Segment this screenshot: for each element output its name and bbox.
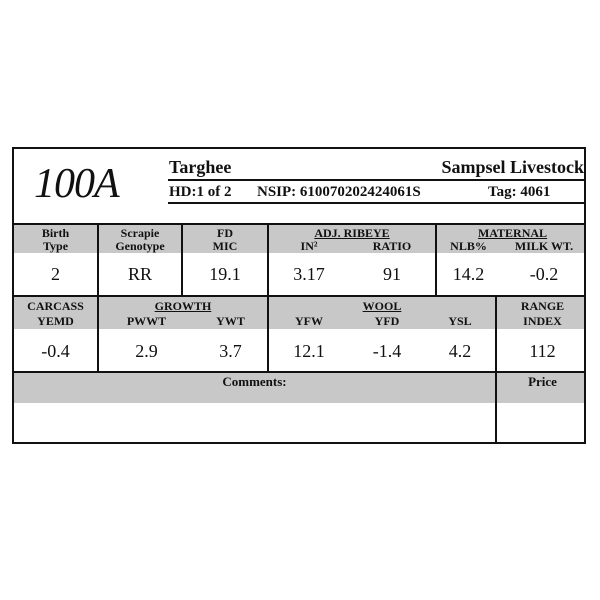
- breed-name: Targhee: [169, 157, 232, 177]
- ribeye-ratio-value: 91: [383, 264, 401, 284]
- price-area: [497, 403, 586, 444]
- nlb-value: 14.2: [452, 264, 485, 284]
- pwwt-label: PWWT: [126, 314, 167, 328]
- comments-label: Comments:: [222, 374, 287, 389]
- scrapie-label-2: Genotype: [115, 239, 165, 253]
- ysl-label: YSL: [448, 314, 472, 328]
- pwwt-value: 2.9: [135, 341, 158, 361]
- row1-divider-4: [435, 225, 437, 297]
- row2-divider-3: [495, 297, 497, 371]
- lot-card: [12, 147, 586, 444]
- growth-group-label: GROWTH: [154, 299, 212, 313]
- header-divider-line: [168, 179, 586, 181]
- yfw-value: 12.1: [293, 341, 325, 361]
- range-index-label-2: INDEX: [523, 314, 562, 328]
- price-label: Price: [528, 374, 557, 389]
- nsip-id: NSIP: 610070202424061S: [257, 184, 421, 200]
- birth-type-label-2: Type: [42, 239, 69, 253]
- yfw-label: YFW: [295, 314, 323, 328]
- range-index-value: 112: [529, 341, 556, 361]
- nlb-label: NLB%: [450, 239, 487, 253]
- consignor-name: Sampsel Livestock: [441, 157, 584, 177]
- ywt-label: YWT: [216, 314, 245, 328]
- milk-wt-label: MILK WT.: [514, 239, 574, 253]
- carcass-value: -0.4: [41, 341, 70, 361]
- lot-number: 100A: [34, 161, 119, 207]
- birth-type-value: 2: [51, 264, 60, 284]
- ysl-value: 4.2: [448, 341, 472, 361]
- ribeye-in-value: 3.17: [293, 264, 325, 284]
- birth-type-label-1: Birth: [41, 226, 70, 240]
- ribeye-group-label: ADJ. RIBEYE: [314, 226, 390, 240]
- row2-divider-2: [267, 297, 269, 371]
- header-bottom-line: [168, 202, 586, 204]
- scrapie-value: RR: [127, 264, 152, 284]
- hd-info: HD:1 of 2: [169, 184, 232, 200]
- ribeye-in-label: IN²: [300, 239, 318, 253]
- tag-number: Tag: 4061: [488, 184, 551, 200]
- milk-wt-value: -0.2: [529, 264, 559, 284]
- yfd-value: -1.4: [372, 341, 402, 361]
- ribeye-ratio-label: RATIO: [372, 239, 412, 253]
- fd-mic-label-2: MIC: [212, 239, 238, 253]
- comments-area: [14, 403, 495, 444]
- carcass-label-2: YEMD: [37, 314, 74, 328]
- carcass-label-1: CARCASS: [27, 299, 84, 313]
- row1-divider-2: [181, 225, 183, 297]
- row1-divider-3: [267, 225, 269, 297]
- ywt-value: 3.7: [219, 341, 242, 361]
- yfd-label: YFD: [374, 314, 400, 328]
- row1-divider-1: [97, 225, 99, 297]
- fd-mic-value: 19.1: [209, 264, 241, 284]
- fd-mic-label-1: FD: [217, 226, 233, 240]
- range-index-label-1: RANGE: [520, 299, 565, 313]
- row2-divider-1: [97, 297, 99, 371]
- scrapie-label-1: Scrapie: [120, 226, 160, 240]
- wool-group-label: WOOL: [362, 299, 402, 313]
- maternal-group-label: MATERNAL: [477, 226, 548, 240]
